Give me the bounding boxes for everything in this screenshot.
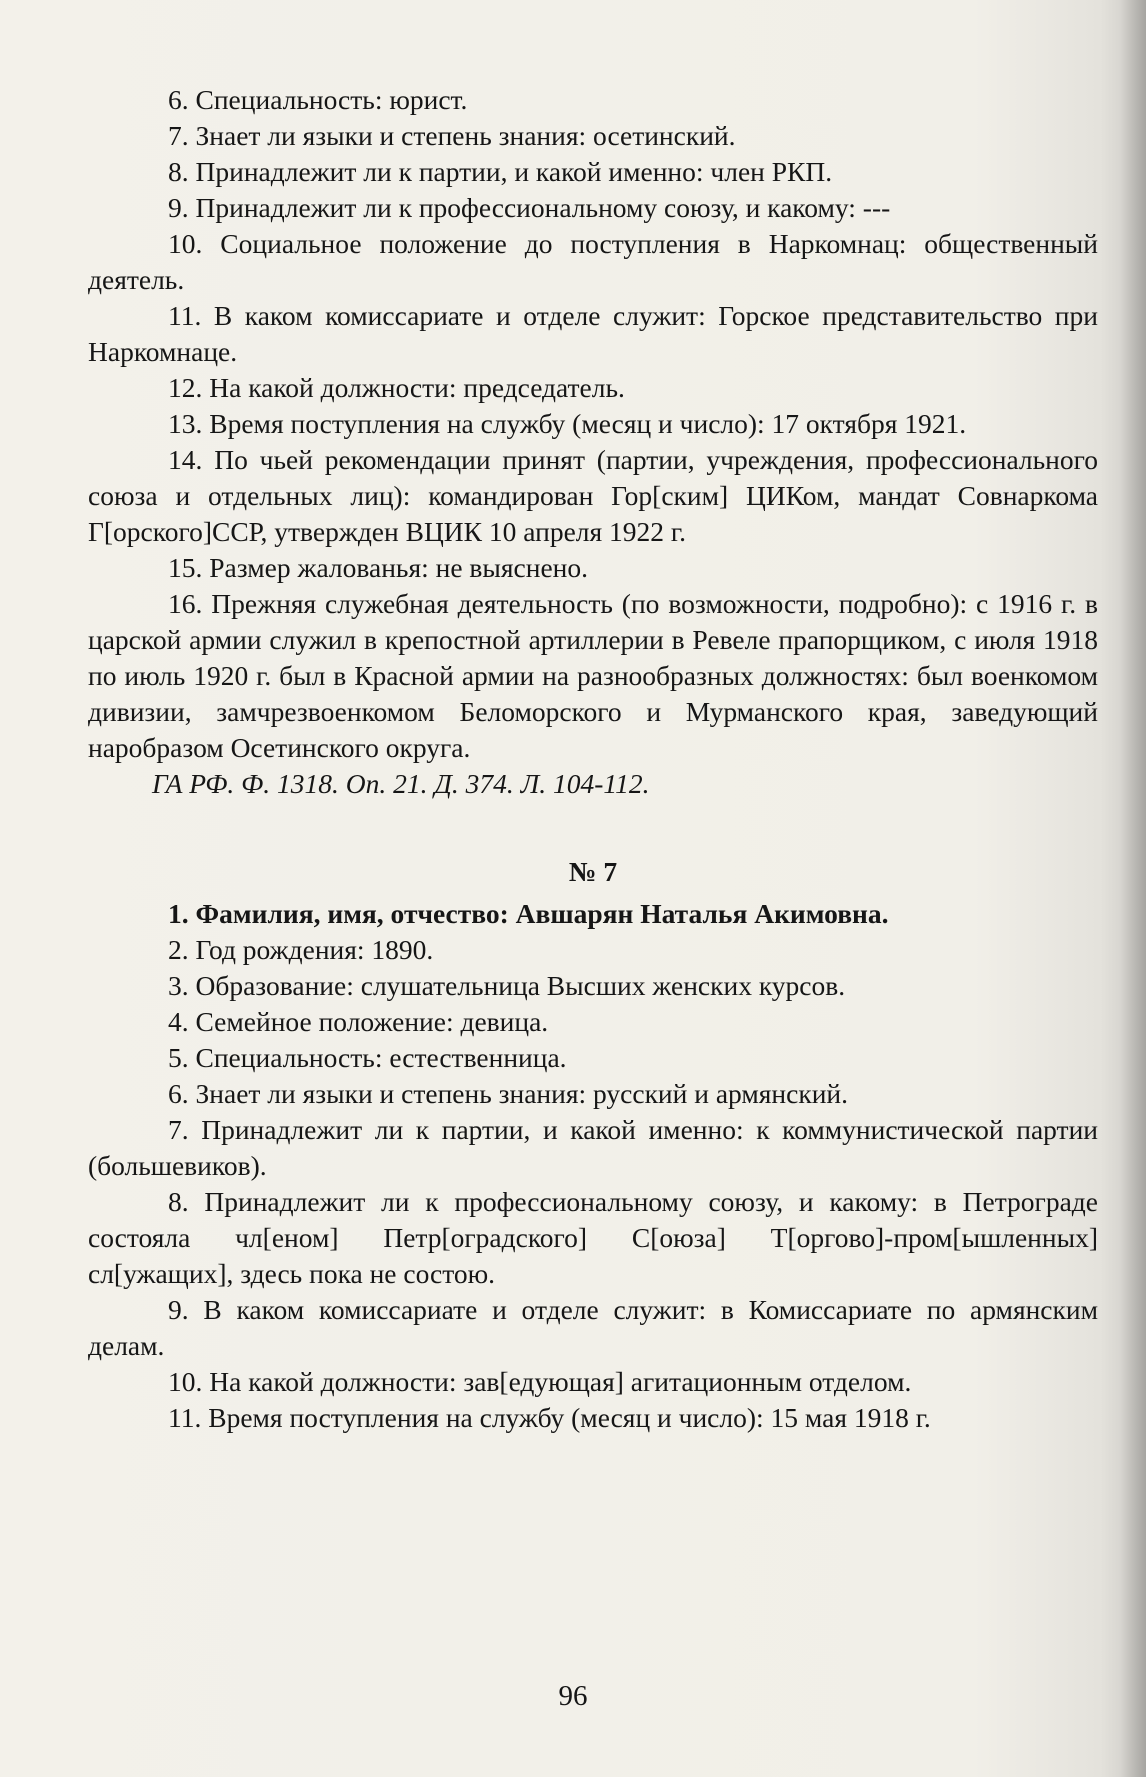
page-number: 96 <box>558 1680 588 1712</box>
item-s1-13: 13. Время поступления на службу (месяц и число): 17 октября 1921. <box>168 408 967 439</box>
item-s2-1: 1. Фамилия, имя, отчество: Авшарян Наталья Акимовна. <box>168 898 889 929</box>
item-s1-11: 11. В каком комиссариате и отделе служит: Горское представительство при Наркомнаце. <box>88 300 1098 367</box>
item-s1-7: 7. Знает ли языки и степень знания: осетинский. <box>168 120 736 151</box>
item-s1-15: 15. Размер жалованья: не выяснено. <box>168 552 589 583</box>
item-s2-3: 3. Образование: слушательница Высших женских курсов. <box>168 970 846 1001</box>
item-s2-8: 8. Принадлежит ли к профессиональному союзу, и какому: в Петрограде состояла чл[еном] Петр[оградского] С[оюза] Т[оргово]-пром[ышленных] сл[ужащих], здесь пока не состою. <box>88 1186 1098 1289</box>
item-s2-10: 10. На какой должности: зав[едующая] агитационным отделом. <box>168 1366 912 1397</box>
document-number-heading: № 7 <box>568 856 618 887</box>
item-s1-6: 6. Специальность: юрист. <box>168 84 468 115</box>
item-s2-9: 9. В каком комиссариате и отделе служит: в Комиссариате по армянским делам. <box>88 1294 1098 1361</box>
item-s2-11: 11. Время поступления на службу (месяц и число): 15 мая 1918 г. <box>168 1402 931 1433</box>
item-s2-5: 5. Специальность: естественница. <box>168 1042 567 1073</box>
item-s2-4: 4. Семейное положение: девица. <box>168 1006 549 1037</box>
item-s1-8: 8. Принадлежит ли к партии, и какой именно: член РКП. <box>168 156 833 187</box>
item-s2-7: 7. Принадлежит ли к партии, и какой именно: к коммунистической партии (большевиков). <box>88 1114 1098 1181</box>
item-s1-12: 12. На какой должности: председатель. <box>168 372 625 403</box>
item-s1-14: 14. По чьей рекомендации принят (партии, учреждения, профессионального союза и отдельных лиц): командирован Гор[ским] ЦИКом, мандат Совнаркома Г[орского]ССР, утвержден ВЦИК 10 апреля 1922 г. <box>88 444 1098 547</box>
section-1 <box>88 82 1098 1436</box>
archive-citation: ГА РФ. Ф. 1318. Оп. 21. Д. 374. Л. 104-112. <box>152 768 650 799</box>
item-s1-10: 10. Социальное положение до поступления в Наркомнац: общественный деятель. <box>88 228 1098 295</box>
item-s1-9: 9. Принадлежит ли к профессиональному союзу, и какому: --- <box>168 192 891 223</box>
item-s2-6: 6. Знает ли языки и степень знания: русский и армянский. <box>168 1078 849 1109</box>
item-s2-2: 2. Год рождения: 1890. <box>168 934 434 965</box>
item-s1-16: 16. Прежняя служебная деятельность (по возможности, подробно): с 1916 г. в царской армии служил в крепостной артиллерии в Ревеле прапорщиком, с июля 1918 по июль 1920 г. был в Красной армии на разнообразных должностях: был военкомом дивизии, замчрезвоенкомом Беломорского и Мурманского края, заведующий наробразом Осетинского округа. <box>88 588 1098 763</box>
page-edge-shadow <box>1120 0 1146 1777</box>
